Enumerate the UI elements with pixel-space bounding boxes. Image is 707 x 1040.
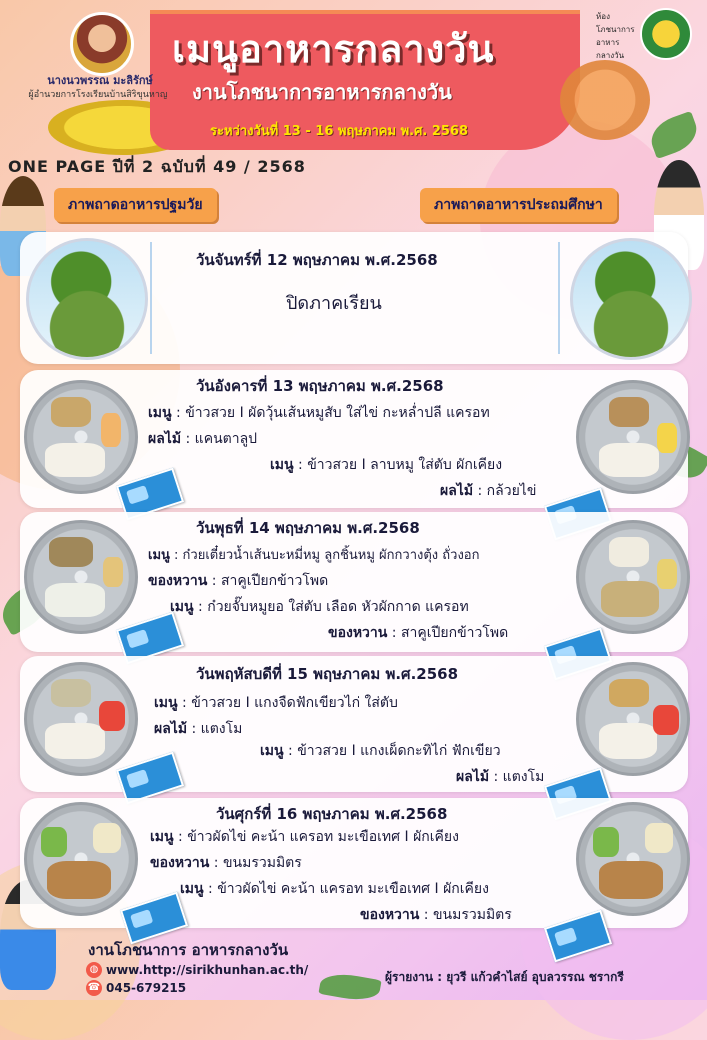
primary-menu <box>260 740 501 762</box>
primary-menu <box>270 454 502 476</box>
reporter: ผู้รายงาน : ยุวรี แก้วคำไสย์ อุบลวรรณ ชรากรี <box>385 970 624 984</box>
food-tray-primary <box>576 520 690 634</box>
tray-food <box>47 861 111 899</box>
primary-tray-label: ภาพถาดอาหารประถมศึกษา <box>420 188 617 222</box>
day-panel-monday <box>20 232 688 364</box>
fruit-text: : กล้วยไข่ <box>473 483 537 499</box>
fruit-label: ผลไม้ <box>148 431 182 447</box>
principal-photo <box>70 12 134 76</box>
fruit-label: ผลไม้ <box>440 483 474 499</box>
fruit-text: : แตงโม <box>489 769 545 785</box>
tray-food <box>49 537 93 567</box>
food-tray-preschool <box>24 380 138 494</box>
tray-food <box>599 861 663 899</box>
dessert-text: : ขนมรวมมิตร <box>419 907 512 923</box>
school-logo-icon <box>640 8 692 60</box>
footer-title: งานโภชนาการ อาหารกลางวัน <box>88 941 289 959</box>
food-tray-preschool <box>24 520 138 634</box>
primary-fruit <box>440 480 536 502</box>
preschool-tray-label: ภาพถาดอาหารปฐมวัย <box>54 188 217 222</box>
tray-food <box>41 827 67 857</box>
page-title: เมนูอาหารกลางวัน <box>172 27 495 71</box>
tray-food <box>609 537 649 567</box>
divider <box>558 242 560 354</box>
menu-label: เมนู <box>260 743 284 759</box>
tray-food <box>593 827 619 857</box>
footer-phone: 045-679215 <box>106 981 187 995</box>
tray-food <box>657 423 677 453</box>
menu-text: : ข้าวสวย I แกงเผ็ดกะทิไก่ ฟักเขียว <box>283 743 501 759</box>
dessert-label: ของหวาน <box>150 855 210 871</box>
date-range: ระหว่างวันที่ 13 - 16 พฤษภาคม พ.ศ. 2568 <box>210 124 468 139</box>
primary-fruit <box>456 766 544 788</box>
page-subtitle: งานโภชนาการอาหารกลางวัน <box>192 80 452 104</box>
preschool-menu <box>148 544 479 565</box>
dessert-label: ของหวาน <box>328 625 388 641</box>
menu-label: เมนู <box>148 405 172 421</box>
preschool-menu <box>150 826 459 848</box>
tray-food <box>599 723 657 759</box>
food-tray-primary <box>576 380 690 494</box>
menu-label: เมนู <box>148 548 170 563</box>
food-tray-primary <box>576 662 690 776</box>
food-tray-preschool <box>24 802 138 916</box>
divider <box>150 242 152 354</box>
tray-food <box>657 559 677 589</box>
tray-food <box>103 557 123 587</box>
primary-dessert <box>360 904 512 926</box>
principal-name: นางนวพรรณ มะลิรักษ์ <box>47 74 153 87</box>
primary-menu <box>180 878 489 900</box>
preschool-dessert <box>150 852 302 874</box>
tray-food <box>609 679 649 707</box>
fruit-text: : แตงโม <box>187 721 243 737</box>
preschool-menu <box>148 402 490 424</box>
menu-text: : ก๋วยจั๊บหมูยอ ใส่ตับ เลือด หัวผักกาด แครอท <box>193 599 469 615</box>
tray-food <box>599 443 659 477</box>
footer-website[interactable]: www.http://sirikhunhan.ac.th/ <box>106 963 309 977</box>
day-title: วันพุธที่ 14 พฤษภาคม พ.ศ.2568 <box>196 519 420 537</box>
fruit-label: ผลไม้ <box>154 721 188 737</box>
menu-label: เมนู <box>150 829 174 845</box>
menu-text: : ข้าวสวย I ลาบหมู ใส่ตับ ผักเคียง <box>293 457 503 473</box>
menu-label: เมนู <box>180 881 204 897</box>
tray-food <box>601 581 659 617</box>
fruit-label: ผลไม้ <box>456 769 490 785</box>
globe-icon: ◍ <box>86 962 102 978</box>
day-panel-friday <box>20 798 688 928</box>
preschool-menu <box>154 692 398 714</box>
preschool-fruit <box>154 718 242 740</box>
dessert-label: ของหวาน <box>360 907 420 923</box>
menu-text: : ข้าวผัดไข่ คะน้า แครอท มะเขือเทศ I ผักเคียง <box>203 881 489 897</box>
tray-food <box>51 679 91 707</box>
dessert-text: : ขนมรวมมิตร <box>209 855 302 871</box>
tray-food <box>93 823 121 853</box>
food-tray-primary <box>576 802 690 916</box>
primary-menu <box>170 596 469 618</box>
tray-food <box>99 701 125 731</box>
preschool-dessert <box>148 570 328 592</box>
tray-food <box>45 583 105 617</box>
principal-role: ผู้อำนวยการโรงเรียนบ้านสิริขุนหาญ <box>28 90 168 100</box>
leaf-icon <box>318 970 381 1004</box>
food-tray-preschool <box>24 662 138 776</box>
issue-number: ONE PAGE ปีที่ 2 ฉบับที่ 49 / 2568 <box>8 157 306 176</box>
tray-food <box>45 723 105 759</box>
tray-food <box>101 413 121 447</box>
day-title: วันอังคารที่ 13 พฤษภาคม พ.ศ.2568 <box>196 377 444 395</box>
tray-food <box>645 823 673 853</box>
leaf-icon <box>646 111 703 159</box>
menu-label: เมนู <box>154 695 178 711</box>
dessert-text: : สาคูเปียกข้าวโพด <box>207 573 329 589</box>
tray-food <box>653 705 679 735</box>
dessert-text: : สาคูเปียกข้าวโพด <box>387 625 509 641</box>
menu-text: : ก๋วยเตี๋ยวน้ำเส้นบะหมี่หมู ลูกชิ้นหมู ผักกวางตุ้ง ถั่วงอก <box>169 548 480 563</box>
menu-label: เมนู <box>170 599 194 615</box>
tray-food <box>609 397 649 427</box>
phone-icon: ☎ <box>86 980 102 996</box>
day-title: วันจันทร์ที่ 12 พฤษภาคม พ.ศ.2568 <box>196 251 438 269</box>
monk-illustration-primary <box>570 238 692 360</box>
day-title: วันพฤหัสบดีที่ 15 พฤษภาคม พ.ศ.2568 <box>196 665 459 683</box>
menu-text: : ข้าวผัดไข่ คะน้า แครอท มะเขือเทศ I ผักเคียง <box>173 829 459 845</box>
fruit-text: : แคนตาลูป <box>181 431 258 447</box>
closed-note: ปิดภาคเรียน <box>286 293 382 314</box>
tray-food <box>51 397 91 427</box>
menu-text: : ข้าวสวย I ผัดวุ้นเส้นหมูสับ ใส่ไข่ กะหล่ำปลี แครอท <box>171 405 490 421</box>
monk-illustration-preschool <box>26 238 148 360</box>
menu-label: เมนู <box>270 457 294 473</box>
primary-dessert <box>328 622 508 644</box>
school-logo-text: ห้องโภชนาการ อาหารกลางวัน <box>596 12 635 60</box>
day-title: วันศุกร์ที่ 16 พฤษภาคม พ.ศ.2568 <box>216 805 448 823</box>
tray-food <box>45 443 105 477</box>
dessert-label: ของหวาน <box>148 573 208 589</box>
preschool-fruit <box>148 428 257 450</box>
menu-text: : ข้าวสวย I แกงจืดฟักเขียวไก่ ใส่ตับ <box>177 695 398 711</box>
